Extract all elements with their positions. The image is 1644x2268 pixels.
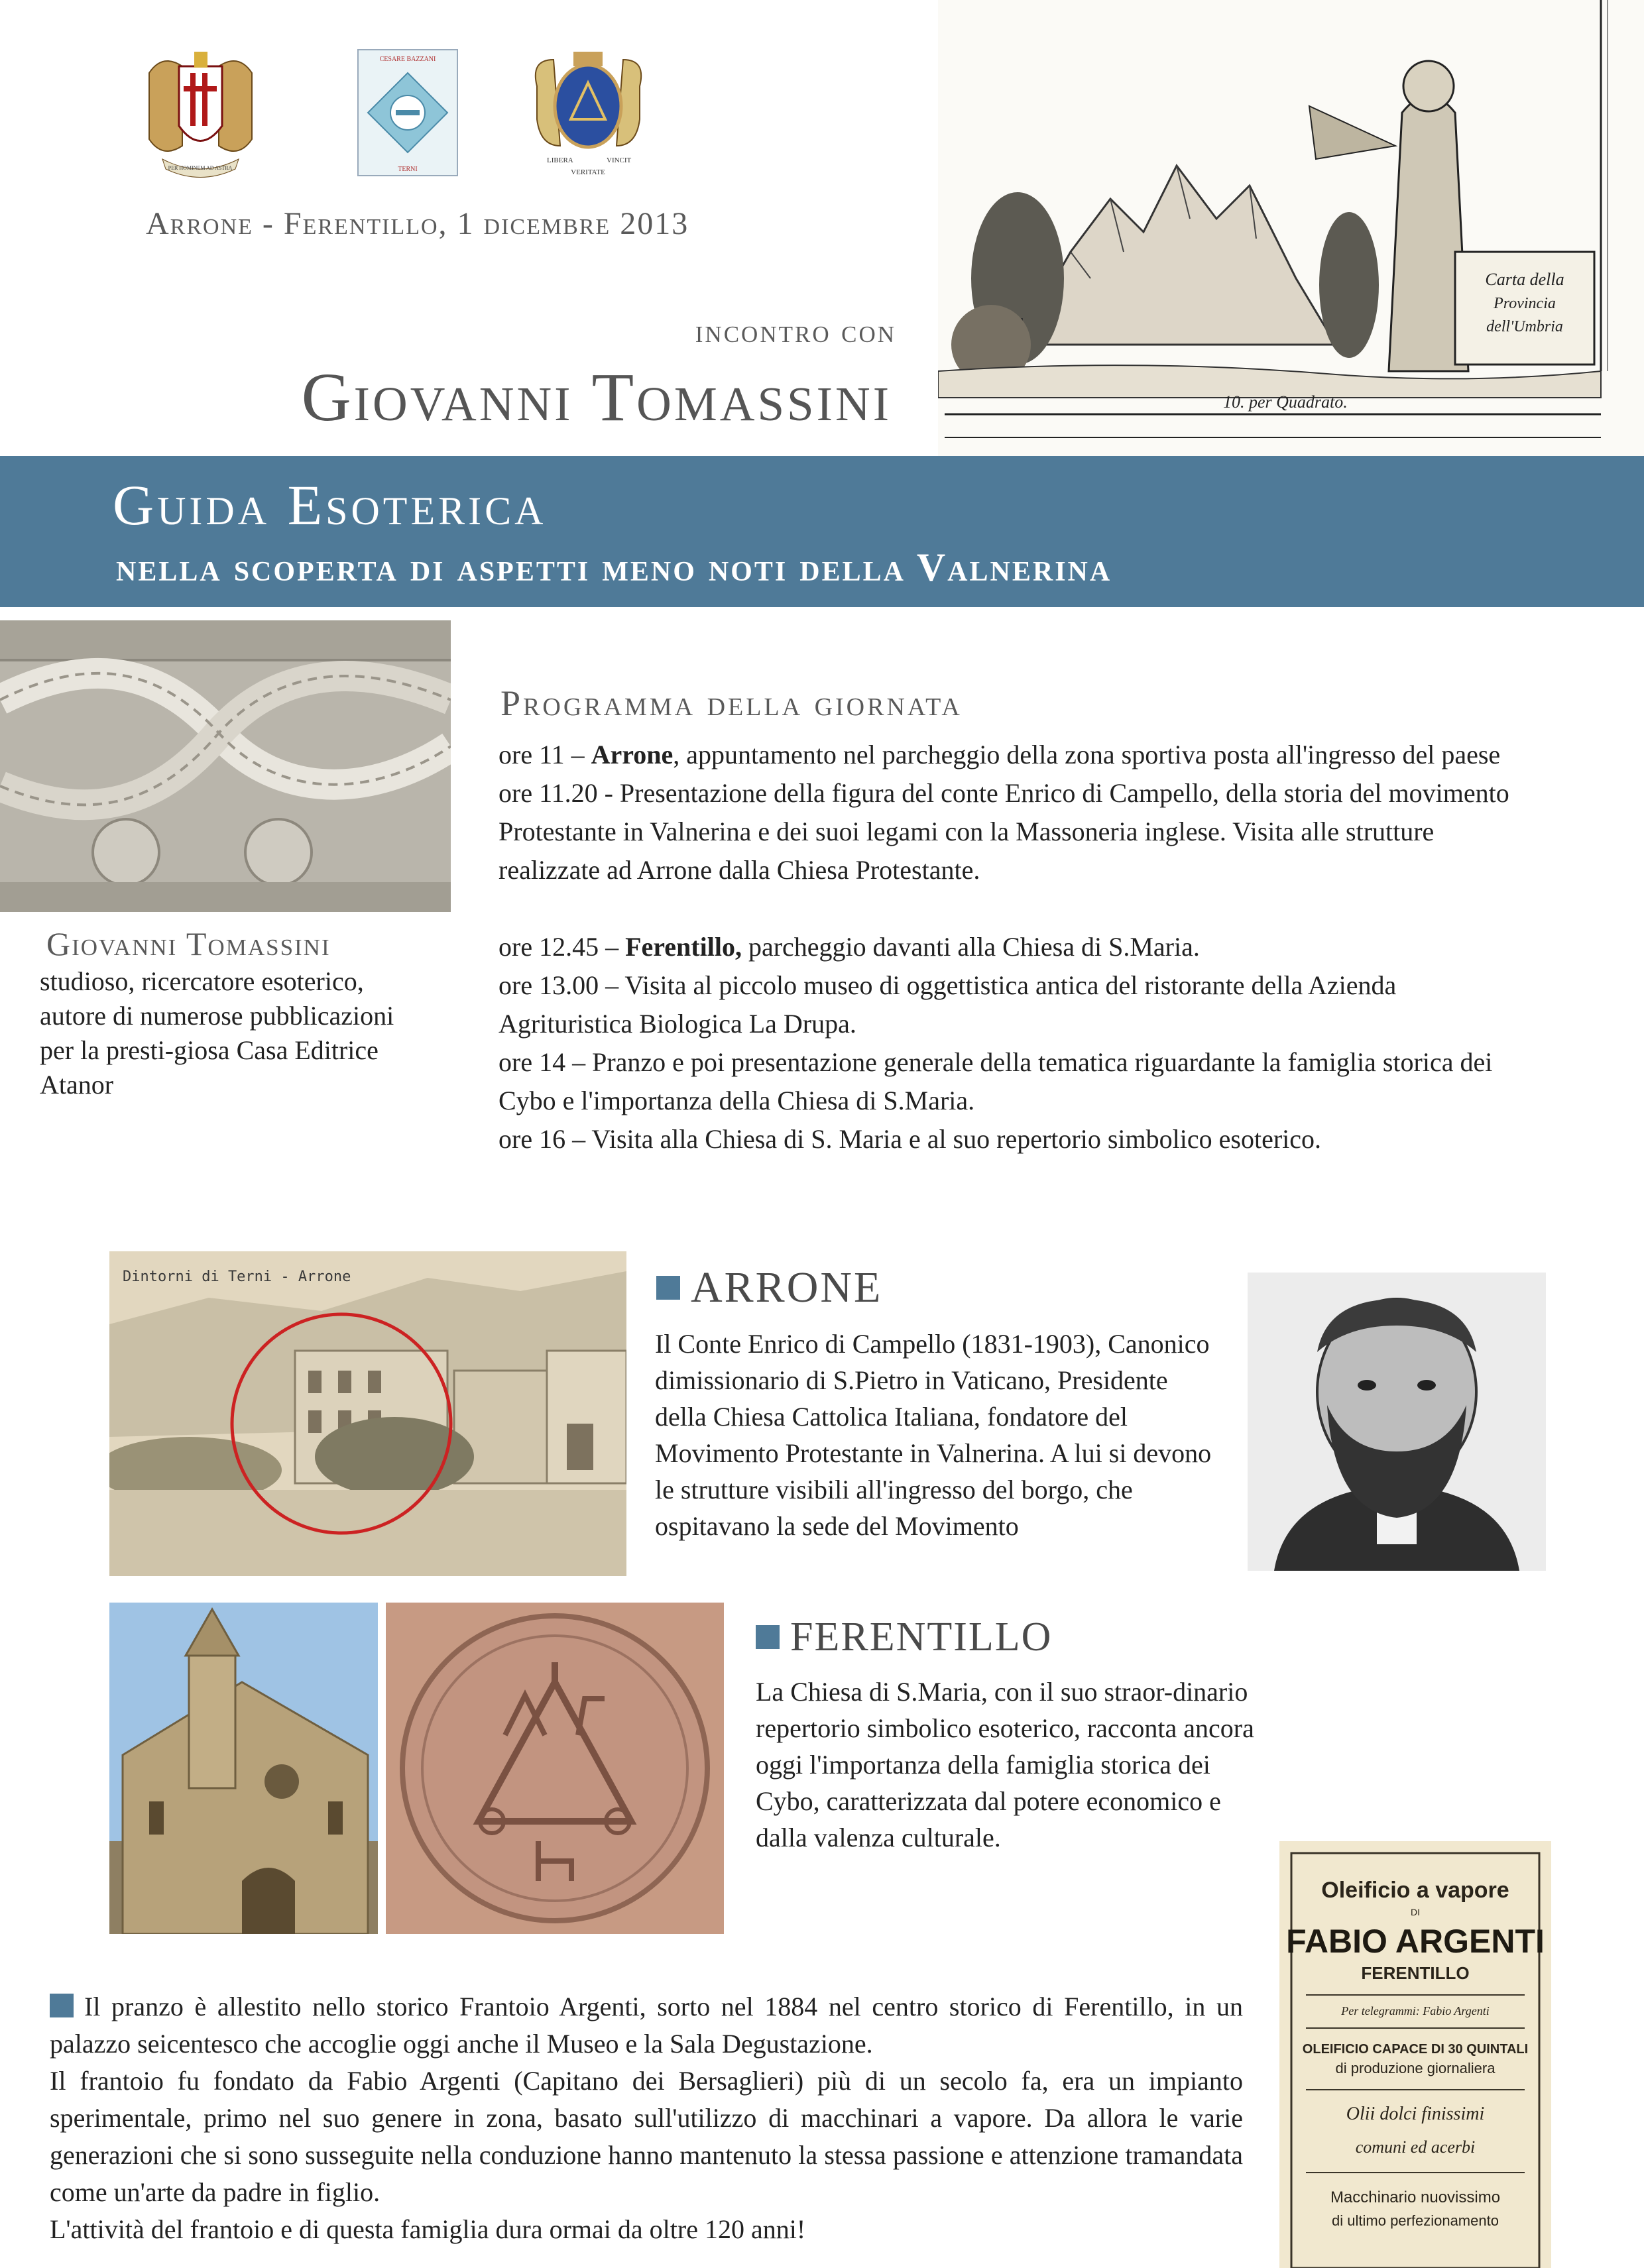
lunch-paragraph: L'attività del frantoio e di questa famiglia dura ormai da oltre 120 anni!: [50, 2214, 806, 2244]
advert-line6: OLEIFICIO CAPACE DI 30 QUINTALI: [1302, 2042, 1529, 2057]
author-name: Giovanni Tomassini: [46, 925, 331, 962]
program-item: ore 12.45 – Ferentillo, parcheggio davanti alla Chiesa di S.Maria.: [499, 932, 1200, 962]
author-description: studioso, ricercatore esoterico, autore di numerose pubblicazioni per la presti-giosa Casa Editrice Atanor: [40, 966, 394, 1100]
program-item: ore 11 – Arrone, appuntamento nel parcheggio della zona sportiva posta all'ingresso del paese: [499, 740, 1501, 769]
bullet-square-icon: [756, 1625, 780, 1649]
arrone-heading: ARRONE: [656, 1263, 882, 1313]
logo-crest-left: [143, 46, 259, 179]
ferentillo-text: La Chiesa di S.Maria, con il suo straor-dinario repertorio simbolico esoterico, racconta ancora oggi l'importanza della famiglia storica dei Cybo, caratterizzata dal potere economico e dalla valenza culturale.: [756, 1677, 1254, 1852]
advert-line10: Macchinario nuovissimo: [1330, 2188, 1501, 2206]
advert-line2: DI: [1411, 1907, 1420, 1917]
banner-subtitle: nella scoperta di aspetti meno noti della Valnerina: [116, 545, 1112, 589]
logo-right-right: VINCIT: [607, 156, 632, 164]
speaker-name: Giovanni Tomassini: [301, 359, 892, 435]
program-title: Programma della giornata: [500, 683, 963, 723]
program-item: ore 16 – Visita alla Chiesa di S. Maria e al suo repertorio simbolico esoterico.: [499, 1124, 1322, 1154]
lunch-paragraph: Il pranzo è allestito nello storico Frantoio Argenti, sorto nel 1884 nel centro storico di Ferentillo, in un palazzo seicentesco che accoglie oggi anche il Museo e la Sala Degustazione.: [50, 1992, 1243, 2059]
bullet-square-icon: [50, 1994, 74, 2017]
advert-line7: di produzione giornaliera: [1335, 2060, 1496, 2076]
advert-line4: FERENTILLO: [1361, 1963, 1470, 1983]
logo-mid-bottom: TERNI: [398, 166, 418, 173]
advert-line9: comuni ed acerbi: [1355, 2137, 1476, 2157]
logo-lodge-right: [527, 46, 650, 179]
map-cartouche-line1: Carta della: [1485, 270, 1564, 289]
stone-knot-relief-photo: [0, 620, 451, 912]
lunch-paragraph: Il frantoio fu fondato da Fabio Argenti (Capitano dei Bersaglieri) più di un secolo fa, era un impianto sperimentale, primo nel suo genere in zona, basato sull'utilizzo di macchinari a vapore. Da allora le varie generazioni che si sono susseguite nella conduzione hanno mantenuto la stessa passione e attenzione tramandata come un'arte da padre in figlio.: [50, 2066, 1243, 2207]
ferentillo-heading: FERENTILLO: [756, 1614, 1052, 1661]
advert-line8: Olii dolci finissimi: [1346, 2104, 1485, 2124]
arrone-text: Il Conte Enrico di Campello (1831-1903), Canonico dimissionario di S.Pietro in Vaticano, Presidente della Chiesa Cattolica Italiana, fondatore del Movimento Protestante in Valnerina. A lui si devono le strutture visibili all'ingresso del borgo, che ospitavano la sede del Movimento: [655, 1329, 1212, 1541]
meeting-intro: incontro con: [695, 312, 896, 349]
advert-line3: FABIO ARGENTI: [1286, 1923, 1545, 1960]
engraving-map-umbria: [938, 0, 1644, 457]
advert-line1: Oleificio a vapore: [1321, 1878, 1509, 1903]
logo-right-bottom: VERITATE: [571, 168, 605, 176]
map-cartouche-line2: Provincia: [1494, 295, 1556, 312]
program-item: ore 14 – Pranzo e poi presentazione generale della tematica riguardante la famiglia storica dei Cybo e l'importanza della Chiesa di S.Maria.: [499, 1047, 1493, 1115]
enrico-di-campello-portrait: [1248, 1273, 1546, 1571]
advert-line5: Per telegrammi: Fabio Argenti: [1341, 2004, 1490, 2017]
program-list: [499, 736, 1533, 1159]
logo-lodge-center: [355, 46, 461, 179]
logo-left-motto: PER HOMINEM AD ASTRA: [168, 165, 233, 171]
esoteric-symbol-photo: [386, 1603, 724, 1934]
oleificio-argenti-advert: [1279, 1841, 1551, 2268]
postcard-caption: Dintorni di Terni - Arrone: [123, 1269, 351, 1285]
map-cartouche-line3: dell'Umbria: [1486, 318, 1563, 335]
logo-right-left: LIBERA: [547, 156, 573, 164]
map-scale-note: 10. per Quadrato.: [1223, 392, 1348, 412]
bullet-square-icon: [656, 1276, 680, 1300]
event-date-line: Arrone - Ferentillo, 1 dicembre 2013: [146, 206, 689, 241]
church-santa-maria-photo: [109, 1603, 378, 1934]
program-item: ore 13.00 – Visita al piccolo museo di oggettistica antica del ristorante della Azienda Agrituristica Biologica La Drupa.: [499, 970, 1397, 1039]
logo-mid-top: CESARE BAZZANI: [379, 56, 436, 63]
program-item: ore 11.20 - Presentazione della figura del conte Enrico di Campello, della storia del movimento Protestante in Valnerina e dei suoi legami con la Massoneria inglese. Visita alle strutture realizzate ad Arrone dalla Chiesa Protestante.: [499, 778, 1509, 885]
banner-title: Guida Esoterica: [113, 473, 547, 537]
lunch-info: [50, 1988, 1243, 2248]
arrone-postcard-photo: [109, 1251, 626, 1576]
advert-line11: di ultimo perfezionamento: [1332, 2212, 1499, 2229]
